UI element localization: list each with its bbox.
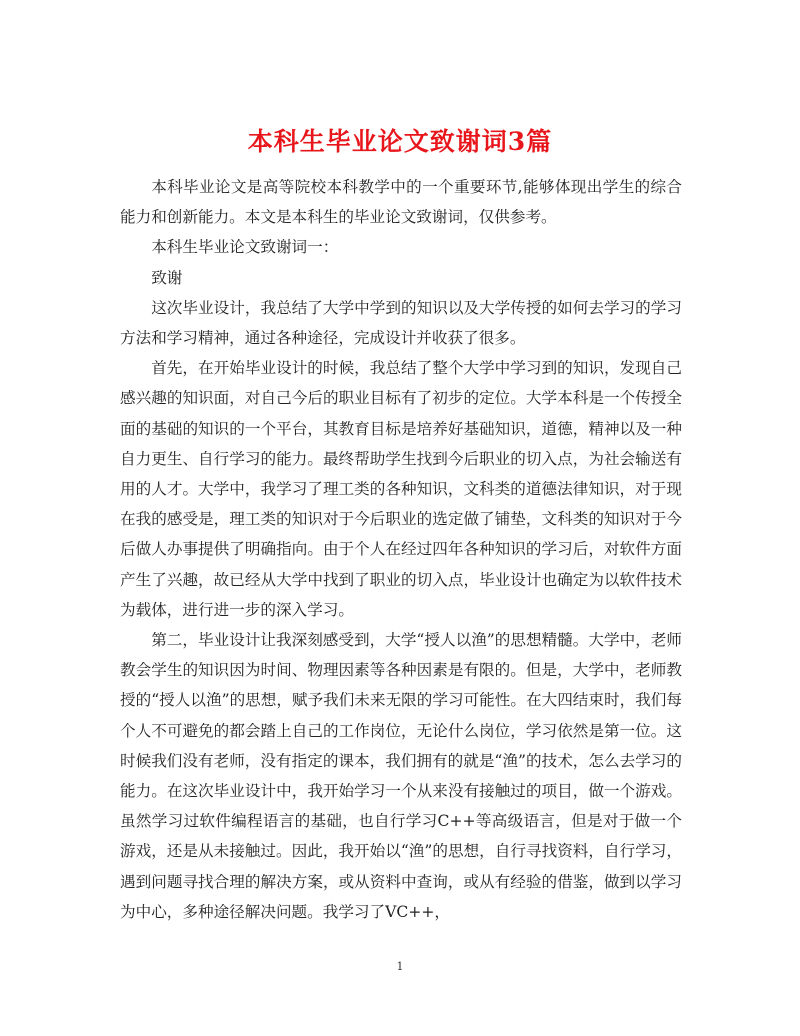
document-title: 本科生毕业论文致谢词3篇 [247, 126, 553, 156]
page-number: 1 [396, 960, 404, 973]
document-body [120, 172, 682, 927]
paragraph-intro: 本科毕业论文是高等院校本科教学中的一个重要环节,能够体现出学生的综合能力和创新能力。本文是本科生的毕业论文致谢词，仅供参考。 [120, 178, 682, 227]
paragraph-first-point: 首先，在开始毕业设计的时候，我总结了整个大学中学习到的知识，发现自己感兴趣的知识面，对自己今后的职业目标有了初步的定位。大学本科是一个传授全面的基础的知识的一个平台，其教育目标是培养好基础知识，道德，精神以及一种自力更生、自行学习的能力。最终帮助学生找到今后职业的切入点，为社会输送有用的人才。大学中，我学习了理工类的各种知识，文科类的道德法律知识，对于现在我的感受是，理工类的知识对于今后职业的选定做了铺垫，文科类的知识对于今后做人办事提供了明确指向。由于个人在经过四年各种知识的学习后，对软件方面产生了兴趣，故已经从大学中找到了职业的切入点，毕业设计也确定为以软件技术为载体，进行进一步的深入学习。 [120, 359, 682, 619]
paragraph-section-heading: 本科生毕业论文致谢词一： [151, 238, 339, 257]
paragraph-acknowledgement-heading: 致谢 [151, 268, 183, 287]
paragraph-design-summary: 这次毕业设计，我总结了大学中学到的知识以及大学传授的如何去学习的学习方法和学习精神，通过各种途径，完成设计并收获了很多。 [120, 298, 682, 348]
paragraph-second-point: 第二，毕业设计让我深刻感受到，大学“授人以渔”的思想精髓。大学中，老师教会学生的知识因为时间、物理因素等各种因素是有限的。但是，大学中，老师教授的“授人以渔”的思想，赋予我们未来无限的学习可能性。在大四结束时，我们每个人不可避免的都会踏上自己的工作岗位，无论什么岗位，学习依然是第一位。这时候我们没有老师，没有指定的课本，我们拥有的就是“渔”的技术，怎么去学习的能力。在这次毕业设计中，我开始学习一个从来没有接触过的项目，做一个游戏。虽然学习过软件编程语言的基础，也自行学习C++等高级语言，但是对于做一个游戏，还是从未接触过。因此，我开始以“渔”的思想，自行寻找资料，自行学习，遇到问题寻找合理的解决方案，或从资料中查询，或从有经验的借鉴，做到以学习为中心，多种途径解决问题。我学习了VC++， [120, 631, 682, 921]
